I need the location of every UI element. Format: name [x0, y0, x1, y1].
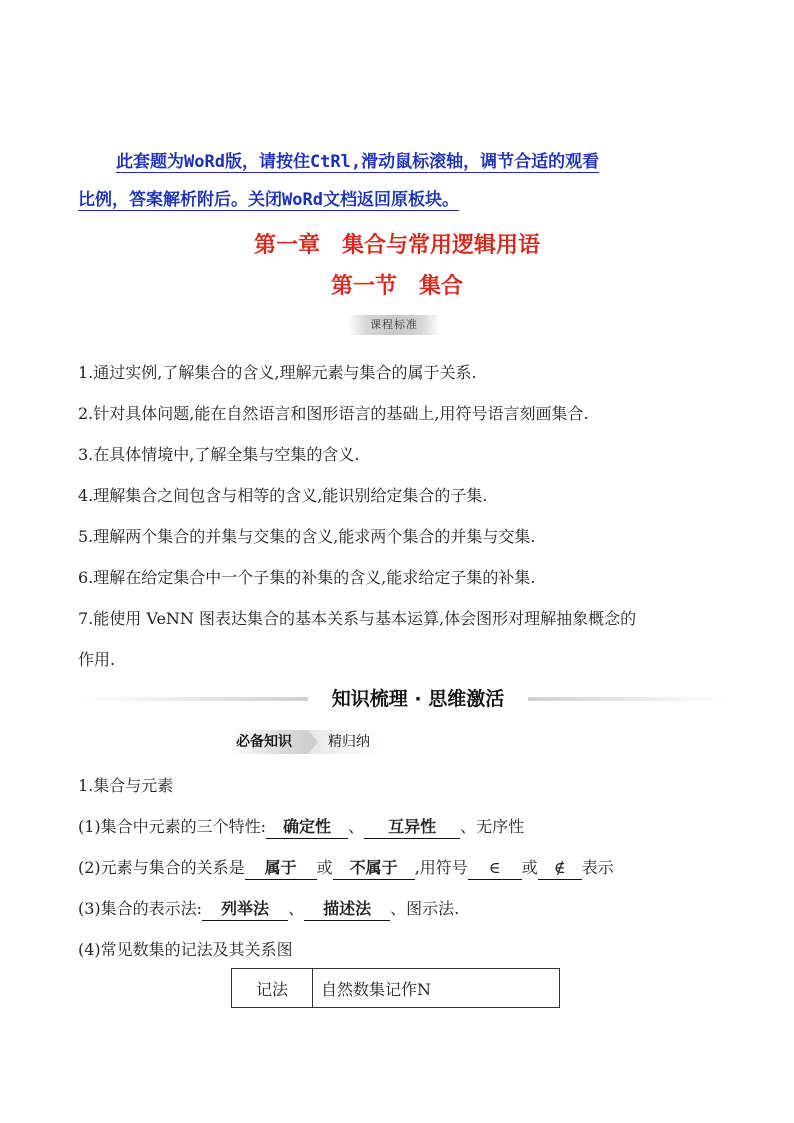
connector-or: 或 [316, 858, 333, 877]
divider-bar-left [78, 697, 308, 701]
point-1-suffix: 、无序性 [460, 817, 525, 836]
section-title: 第一节 集合 [330, 274, 463, 299]
standard-item: 6.理解在给定集合中一个子集的补集的含义,能求给定子集的补集. [78, 568, 536, 587]
point-1 [78, 806, 728, 847]
standard-item: 4.理解集合之间包含与相等的含义,能识别给定集合的子集. [78, 486, 488, 505]
knowledge-content [78, 765, 728, 970]
section-divider [78, 680, 728, 716]
point-2-suffix: 表示 [581, 858, 614, 877]
point-2-prefix: (2)元素与集合的关系是 [78, 858, 245, 877]
point-3-suffix: 、图示法. [390, 899, 460, 918]
chapter-title: 第一章 集合与常用逻辑用语 [253, 233, 540, 258]
connector-or: 或 [521, 858, 538, 877]
word-version-notice [78, 143, 723, 219]
answer-blank: 描述法 [304, 898, 390, 921]
tag-secondary: 精归纳 [308, 730, 380, 754]
standard-item: 7.能使用 VeNN 图表达集合的基本关系与基本运算,体会图形对理解抽象概念的 [78, 609, 637, 628]
knowledge-tag [230, 730, 380, 754]
heading-sets-and-elements: 1.集合与元素 [78, 776, 174, 795]
standard-item: 2.针对具体问题,能在自然语言和图形语言的基础上,用符号语言刻画集合. [78, 404, 589, 423]
point-2-middle: ,用符号 [414, 858, 468, 877]
standard-item: 3.在具体情境中,了解全集与空集的含义. [78, 445, 360, 464]
table-row [232, 969, 560, 1008]
divider-title: 知识梳理 · 思维激活 [331, 688, 505, 710]
point-2 [78, 847, 728, 888]
answer-blank: 属于 [245, 857, 317, 880]
standard-item: 作用. [78, 650, 116, 669]
standard-item: 5.理解两个集合的并集与交集的含义,能求两个集合的并集与交集. [78, 527, 536, 546]
answer-blank: 列举法 [202, 898, 288, 921]
notice-line-2: 比例，答案解析附后。关闭WoRd文档返回原板块。 [78, 190, 459, 210]
answer-blank: 确定性 [266, 816, 348, 839]
notice-line-1: 此套题为WoRd版，请按住CtRl,滑动鼠标滚轴，调节合适的观看 [116, 152, 600, 172]
answer-blank: 互异性 [364, 816, 460, 839]
point-3-prefix: (3)集合的表示法: [78, 899, 203, 918]
course-standards-badge: 课程标准 [348, 315, 440, 335]
table-header-cell: 记法 [232, 969, 313, 1008]
point-3 [78, 888, 728, 929]
answer-blank-symbol-not-in: ∉ [538, 857, 582, 880]
answer-blank: 不属于 [333, 857, 415, 880]
table-value-cell: 自然数集记作N [313, 969, 560, 1008]
point-4: (4)常见数集的记法及其关系图 [78, 940, 293, 959]
number-set-notation-table [231, 968, 560, 1008]
tag-primary: 必备知识 [230, 730, 308, 754]
point-1-prefix: (1)集合中元素的三个特性: [78, 817, 267, 836]
separator: 、 [348, 817, 365, 836]
course-standards-list [78, 352, 728, 680]
answer-blank-symbol-in: ∈ [468, 857, 522, 880]
standard-item: 1.通过实例,了解集合的含义,理解元素与集合的属于关系. [78, 363, 477, 382]
divider-bar-right [528, 697, 728, 701]
separator: 、 [288, 899, 305, 918]
